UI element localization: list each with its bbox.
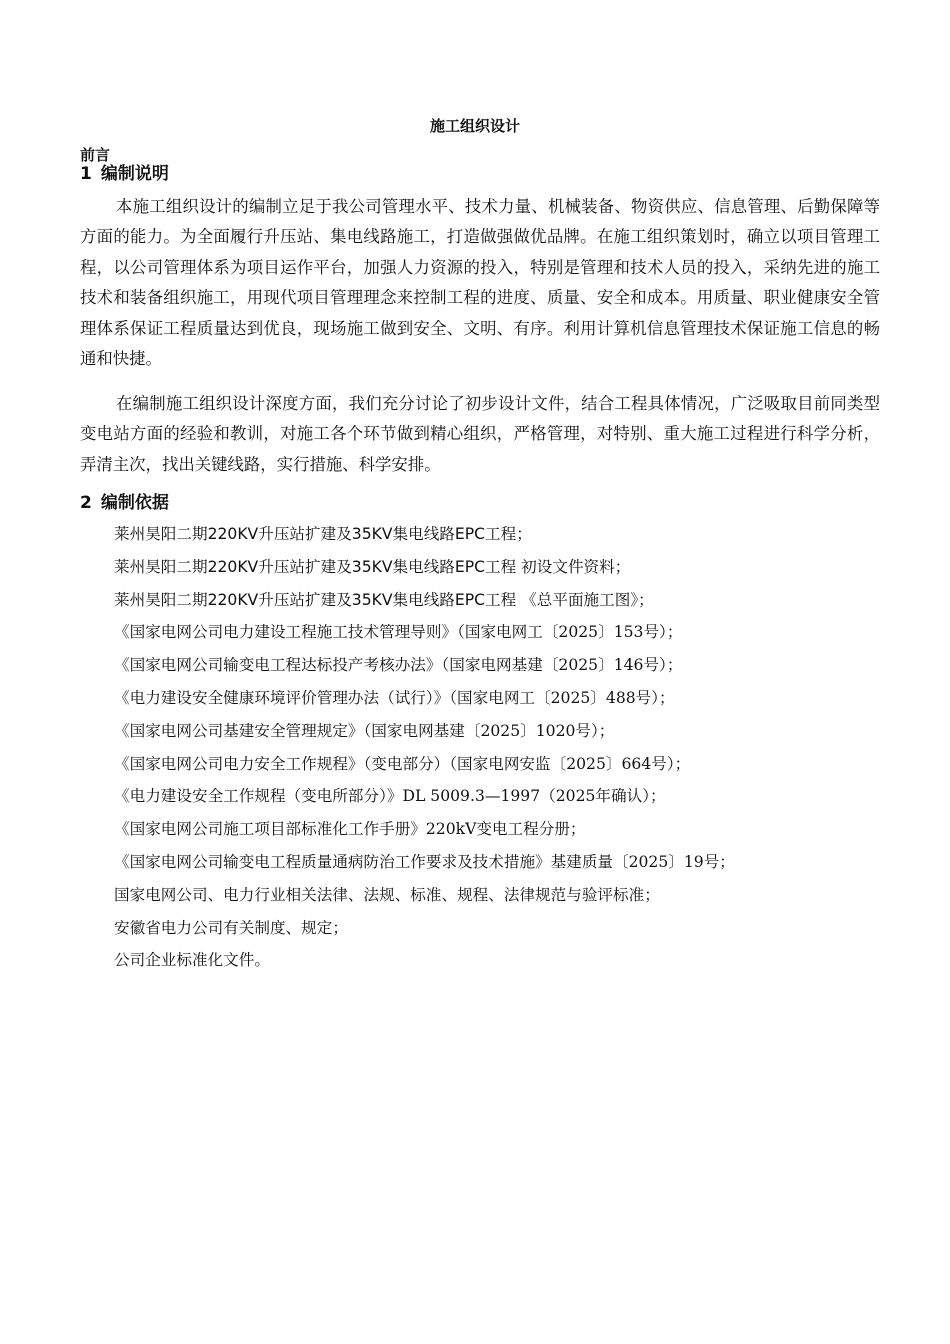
section-2-title: 编制依据 <box>100 493 169 513</box>
basis-item: 《国家电网公司输变电工程质量通病防治工作要求及技术措施》基建质量〔2025〕19号； <box>114 852 735 871</box>
section-1-heading <box>80 163 169 185</box>
basis-item: 公司企业标准化文件。 <box>114 951 270 970</box>
section-1-paragraph-1: 本施工组织设计的编制立足于我公司管理水平、技术力量、机械装备、物资供应、信息管理、后勤保障等方面的能力。为全面履行升压站、集电线路施工，打造做强做优品牌。在施工组织策划时，确立以项目管理工程，以公司管理体系为项目运作平台，加强人力资源的投入，特别是管理和技术人员的投入，采纳先进的施工技术和装备组织施工，用现代项目管理理念来控制工程的进度、质量、安全和成本。用质量、职业健康安全管理体系保证工程质量达到优良，现场施工做到安全、文明、有序。利用计算机信息管理技术保证施工信息的畅通和快捷。 <box>80 197 880 369</box>
basis-item: 莱州昊阳二期220KV升压站扩建及35KV集电线路EPC工程； <box>114 525 532 543</box>
basis-item: 《电力建设安全健康环境评价管理办法（试行）》（国家电网工〔2025〕488号）； <box>114 688 675 707</box>
document-title: 施工组织设计 <box>429 117 520 135</box>
section-1-title: 编制说明 <box>100 164 169 184</box>
section-1-paragraph-2: 在编制施工组织设计深度方面，我们充分讨论了初步设计文件，结合工程具体情况，广泛吸取目前同类型变电站方面的经验和教训，对施工各个环节做到精心组织，严格管理，对特别、重大施工过程进行科学分析，弄清主次，找出关键线路，实行措施、科学安排。 <box>80 394 880 474</box>
section-2-number: 2 <box>80 493 92 513</box>
section-2-heading <box>80 492 169 514</box>
basis-item: 安徽省电力公司有关制度、规定； <box>114 918 348 937</box>
basis-item: 《国家电网公司基建安全管理规定》（国家电网基建〔2025〕1020号）； <box>114 721 615 740</box>
basis-item: 国家电网公司、电力行业相关法律、法规、标准、规程、法律规范与验评标准； <box>114 885 660 904</box>
section-1-number: 1 <box>80 164 92 184</box>
basis-list <box>114 518 894 977</box>
basis-item: 《国家电网公司输变电工程达标投产考核办法》（国家电网基建〔2025〕146号）； <box>114 656 683 675</box>
preface-label: 前言 <box>80 146 111 164</box>
basis-item: 《电力建设安全工作规程（变电所部分）》DL 5009.3—1997（2025年确认）； <box>114 787 666 806</box>
basis-item: 《国家电网公司电力建设工程施工技术管理导则》（国家电网工〔2025〕153号）； <box>114 623 683 642</box>
basis-item: 莱州昊阳二期220KV升压站扩建及35KV集电线路EPC工程 初设文件资料； <box>114 557 631 576</box>
basis-item: 莱州昊阳二期220KV升压站扩建及35KV集电线路EPC工程 《总平面施工图》； <box>114 590 654 609</box>
basis-item: 《国家电网公司施工项目部标准化工作手册》220kV变电工程分册； <box>114 820 586 839</box>
basis-item: 《国家电网公司电力安全工作规程》（变电部分）（国家电网安监〔2025〕664号）； <box>114 754 691 773</box>
